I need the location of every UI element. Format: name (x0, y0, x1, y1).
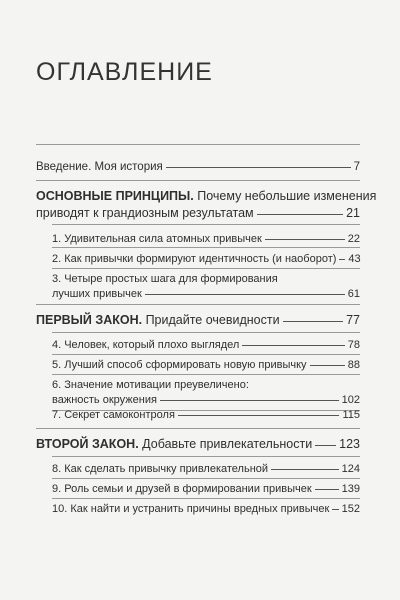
divider (52, 332, 360, 333)
page-number: 102 (341, 394, 360, 406)
toc-entry-chapter-1[interactable] (52, 232, 360, 247)
divider (52, 498, 360, 499)
chapter-title: 4. Человек, который плохо выглядел (52, 339, 240, 351)
section-title: Придайте очевидности (142, 313, 280, 327)
page-number: 61 (347, 288, 360, 300)
toc-section-first-law[interactable] (36, 312, 360, 329)
chapter-title: 2. Как привычки формируют идентичность (и наоборот) (52, 253, 337, 265)
chapter-title: 8. Как сделать привычку привлекательной (52, 463, 269, 475)
divider (52, 268, 360, 269)
chapter-title-line2: важность окружения (52, 394, 157, 406)
toc-heading: ОГЛАВЛЕНИЕ (36, 58, 213, 86)
leader-line (166, 167, 351, 168)
page-number: 22 (347, 233, 360, 245)
leader-line (160, 400, 339, 401)
toc-entry-chapter-10[interactable] (52, 502, 360, 517)
page-number: 43 (348, 253, 361, 265)
divider (52, 374, 360, 375)
leader-line (178, 415, 340, 416)
divider (52, 247, 360, 248)
section-label: ВТОРОЙ ЗАКОН. (36, 437, 139, 451)
leader-line (332, 509, 338, 510)
toc-entry-chapter-9[interactable] (52, 482, 360, 497)
section-label: ПЕРВЫЙ ЗАКОН. (36, 313, 143, 327)
divider (36, 428, 360, 429)
leader-line (315, 489, 339, 490)
leader-line (271, 469, 339, 470)
divider (36, 304, 360, 305)
leader-line (310, 365, 345, 366)
section-title: Добавьте привлекательности (138, 437, 313, 451)
toc-entry-intro[interactable] (36, 160, 360, 175)
divider (36, 144, 360, 145)
page-number: 123 (339, 437, 360, 451)
toc-entry-chapter-8[interactable] (52, 462, 360, 477)
divider (52, 478, 360, 479)
section-label: ОСНОВНЫЕ ПРИНЦИПЫ. (36, 189, 194, 203)
chapter-title: 10. Как найти и устранить причины вредных привычек (52, 503, 330, 515)
page-number: 152 (341, 503, 360, 515)
toc-entry-chapter-4[interactable] (52, 338, 360, 353)
toc-entry-chapter-6[interactable] (52, 378, 360, 408)
chapter-title: 5. Лучший способ сформировать новую привычку (52, 359, 307, 371)
toc-entry-chapter-3[interactable] (52, 272, 360, 302)
page-number: 78 (347, 339, 360, 351)
page-number: 139 (341, 483, 360, 495)
leader-line (283, 321, 344, 322)
section-title-line1: Почему небольшие изменения (193, 189, 377, 203)
toc-entry-chapter-7[interactable] (52, 408, 360, 423)
divider (36, 180, 360, 181)
chapter-title-line1: 6. Значение мотивации преувеличено: (52, 379, 249, 391)
chapter-title: 7. Секрет самоконтроля (52, 409, 175, 421)
divider (52, 224, 360, 225)
toc-entry-chapter-2[interactable] (52, 252, 360, 267)
page-number: 7 (353, 161, 360, 173)
leader-line (242, 345, 344, 346)
page-number: 21 (346, 206, 360, 220)
page-number: 88 (347, 359, 360, 371)
divider (52, 354, 360, 355)
toc-entry-chapter-5[interactable] (52, 358, 360, 373)
chapter-title: 1. Удивительная сила атомных привычек (52, 233, 262, 245)
page-number: 115 (342, 409, 360, 421)
leader-line (339, 259, 345, 260)
toc-section-principles[interactable] (36, 188, 377, 222)
leader-line (315, 445, 336, 446)
toc-entry-title: Введение. Моя история (36, 161, 163, 173)
divider (52, 456, 360, 457)
leader-line (145, 294, 345, 295)
page-number: 124 (341, 463, 360, 475)
chapter-title: 9. Роль семьи и друзей в формировании привычек (52, 483, 312, 495)
chapter-title-line1: 3. Четыре простых шага для формирования (52, 273, 278, 285)
section-title-line2: приводят к грандиозным результатам (36, 206, 254, 220)
page-number: 77 (346, 313, 360, 327)
leader-line (265, 239, 345, 240)
leader-line (257, 214, 343, 215)
toc-section-second-law[interactable] (36, 436, 360, 453)
chapter-title-line2: лучших привычек (52, 288, 142, 300)
